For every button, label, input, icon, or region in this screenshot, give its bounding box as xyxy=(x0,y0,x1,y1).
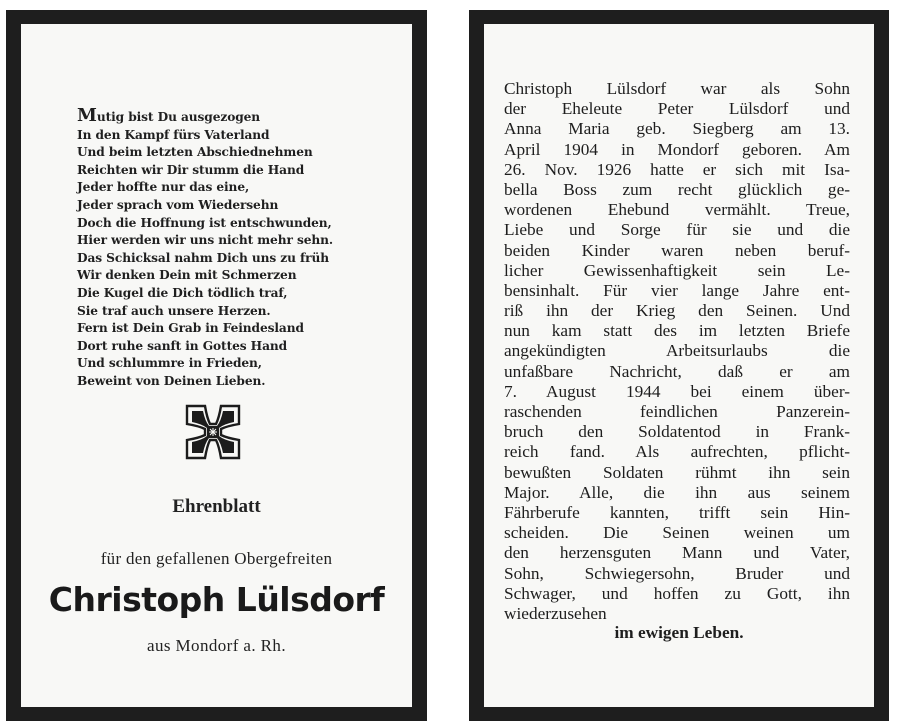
biography-line: raschenden feindlichen Panzerein- xyxy=(504,402,850,421)
poem-line: Dort ruhe sanft in Gottes Hand xyxy=(77,338,288,353)
biography-line: reich fand. Als aufrechten, pflicht- xyxy=(504,442,850,462)
memorial-card-front xyxy=(6,10,427,721)
card-title: Ehrenblatt xyxy=(172,496,261,517)
poem-initial: M xyxy=(77,105,97,126)
poem-line: Beweint von Deinen Lieben. xyxy=(77,373,266,388)
biography-line: Schwager, und hoffen zu Gott, ihn xyxy=(504,583,850,603)
poem-line: Und beim letzten Abschiednehmen xyxy=(77,145,313,160)
memorial-card-back xyxy=(469,10,889,721)
biography-line: Major. Alle, die ihn aus seinem xyxy=(504,482,850,502)
poem-line: Doch die Hoffnung ist entschwunden, xyxy=(77,215,332,230)
biography-line: bewußten Soldaten rühmt ihn sein xyxy=(504,462,850,482)
biography-line: wiederzusehen xyxy=(504,603,607,623)
poem-line: Sie traf auch unsere Herzen. xyxy=(77,303,271,318)
biography-line: Sohn, Schwiegersohn, Bruder und xyxy=(504,563,850,583)
poem-line: Das Schicksal nahm Dich uns zu früh xyxy=(77,250,329,265)
poem-line: Und schlummre in Frieden, xyxy=(77,356,262,371)
biography-line: den herzensguten Mann und Vater, xyxy=(504,543,850,563)
memorial-poem xyxy=(77,105,377,391)
card-back-paper xyxy=(484,24,874,707)
deceased-name: Christoph Lülsdorf xyxy=(48,580,385,619)
biography-line: 26. Nov. 1926 hatte er sich mit Isa- xyxy=(504,159,850,179)
poem-line: Reichten wir Dir stumm die Hand xyxy=(77,162,305,177)
biography-line: bruch den Soldatentod in Frank- xyxy=(504,422,850,442)
biography-line: unfaßbare Nachricht, daß er am xyxy=(504,361,850,381)
deceased-origin: aus Mondorf a. Rh. xyxy=(147,636,286,655)
biography-line: Liebe und Sorge für sie und die xyxy=(504,220,850,240)
biography-line: angekündigten Arbeitsurlaubs die xyxy=(504,341,850,361)
poem-line: Mutig bist Du ausgezogen xyxy=(77,105,261,126)
biography-line: scheiden. Die Seinen weinen um xyxy=(504,523,850,543)
biography-line: bensinhalt. Für vier lange Jahre ent- xyxy=(504,280,850,300)
biography-line: Anna Maria geb. Siegberg am 13. xyxy=(504,119,850,139)
biography-line: nun kam statt des im letzten Briefe xyxy=(504,321,850,341)
poem-line: In den Kampf fürs Vaterland xyxy=(77,127,270,142)
biography-line: riß ihn der Krieg den Seinen. Und xyxy=(504,301,850,321)
biography-text xyxy=(504,79,850,624)
closing-line: im ewigen Leben. xyxy=(614,623,744,642)
poem-line: Jeder sprach vom Wiedersehn xyxy=(77,197,279,212)
poem-line: Hier werden wir uns nicht mehr sehn. xyxy=(77,233,334,248)
biography-line: beiden Kinder waren neben beruf- xyxy=(504,240,850,260)
poem-line: Fern ist Dein Grab in Feindesland xyxy=(77,321,304,336)
poem-line: Wir denken Dein mit Schmerzen xyxy=(77,268,297,283)
card-front-paper xyxy=(21,24,412,707)
biography-line: licher Gewissenhaftigkeit sein Le- xyxy=(504,260,850,280)
biography-line: bella Boss zum recht glücklich ge- xyxy=(504,179,850,199)
card-subtitle: für den gefallenen Obergefreiten xyxy=(100,549,333,568)
biography-line: Fährberufe kannten, trifft sein Hin- xyxy=(504,502,850,522)
biography-line: Christoph Lülsdorf war als Sohn xyxy=(504,79,850,98)
biography-line: wordenen Ehebund vermählt. Treue, xyxy=(504,200,850,220)
biography-line: 7. August 1944 bei einem über- xyxy=(504,381,850,401)
poem-line: Die Kugel die Dich tödlich traf, xyxy=(77,285,288,300)
iron-cross-icon xyxy=(183,402,243,462)
poem-line: Jeder hoffte nur das eine, xyxy=(77,180,250,195)
biography-line: der Eheleute Peter Lülsdorf und xyxy=(504,99,850,119)
biography-line: April 1904 in Mondorf geboren. Am xyxy=(504,139,850,159)
